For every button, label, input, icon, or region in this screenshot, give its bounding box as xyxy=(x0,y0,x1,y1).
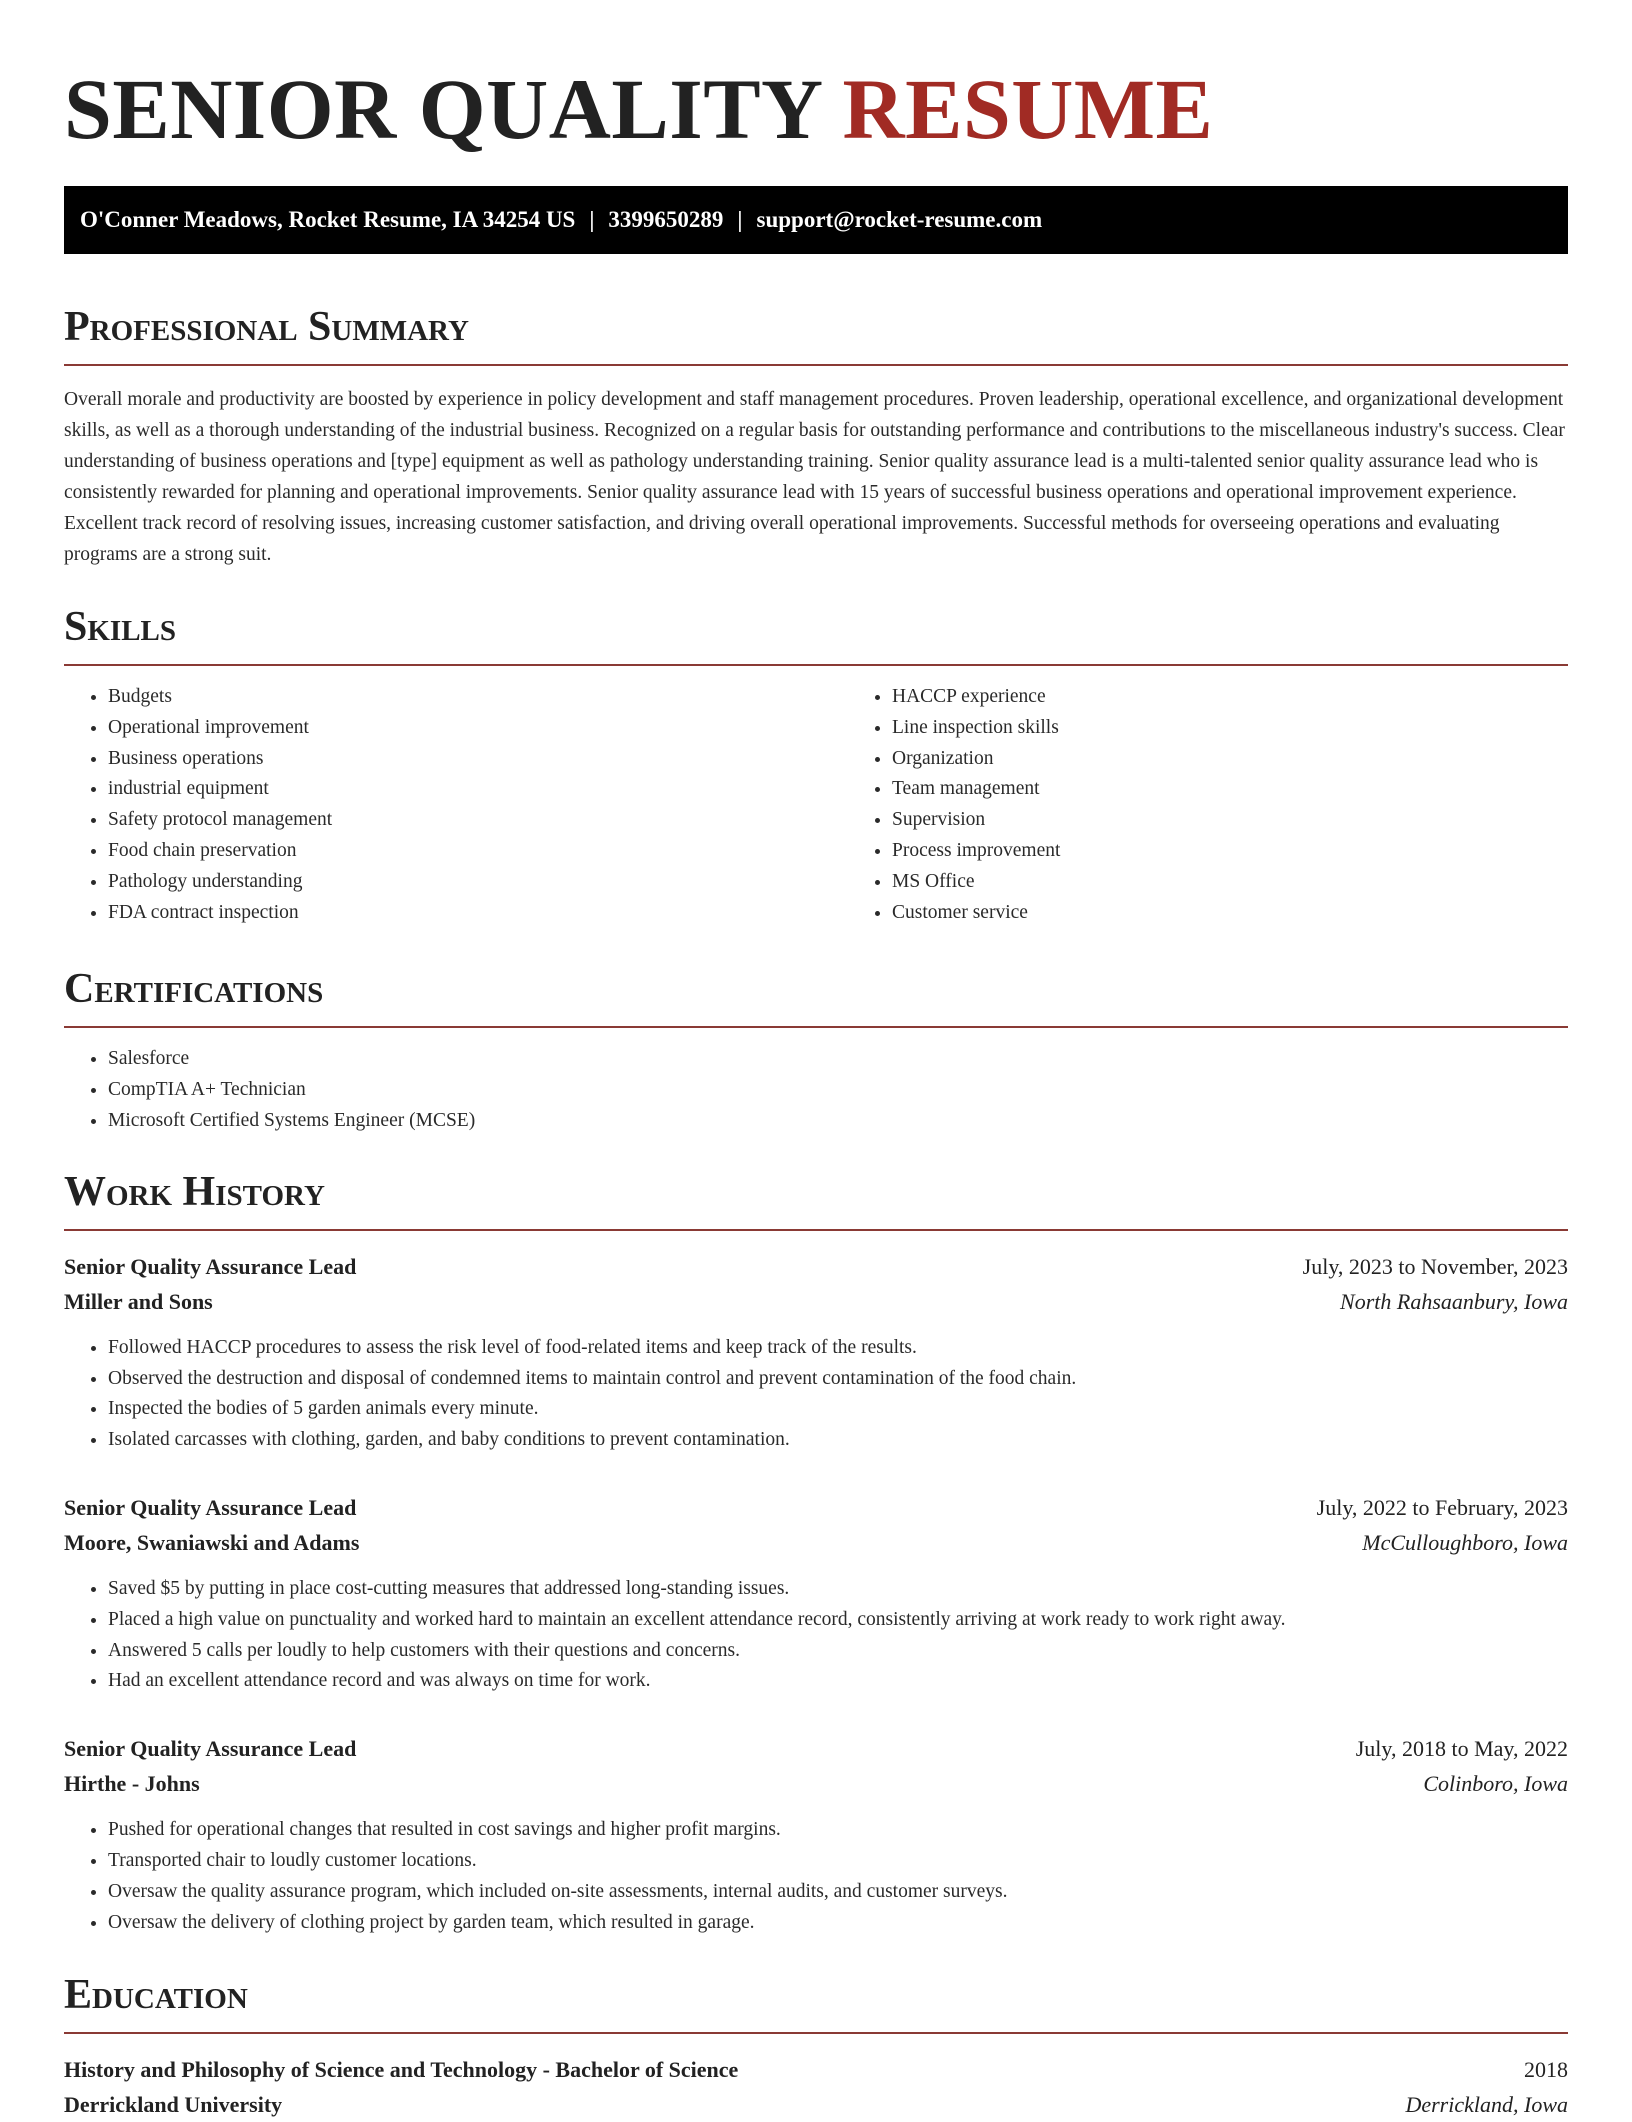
skill-item: • Line inspection skills xyxy=(892,713,1568,744)
job-location: North Rahsaanbury, Iowa xyxy=(1340,1288,1568,1314)
skill-item: • Business operations xyxy=(108,744,848,775)
skill-item: • HACCP experience xyxy=(892,682,1568,713)
job-dates: July, 2018 to May, 2022 xyxy=(1355,1736,1568,1762)
certifications-list xyxy=(64,1044,1568,1136)
skill-item: • Supervision xyxy=(892,805,1568,836)
job-company-row xyxy=(64,1525,1568,1560)
skill-item: • FDA contract inspection xyxy=(108,898,848,929)
job-duties-list xyxy=(64,1815,1568,1938)
job-company: Moore, Swaniawski and Adams xyxy=(64,1529,360,1555)
skills-list-right xyxy=(848,682,1568,928)
job-duty: • Oversaw the quality assurance program, which included on-site assessments, internal audits, and customer surveys. xyxy=(108,1877,1568,1908)
certifications-section xyxy=(64,968,1568,1136)
job-location: McCulloughboro, Iowa xyxy=(1362,1529,1568,1555)
contact-separator: | xyxy=(589,207,595,232)
work-history-section xyxy=(64,1168,1568,1939)
skill-item: • Process improvement xyxy=(892,836,1568,867)
certification-item: • Microsoft Certified Systems Engineer (MCSE) xyxy=(108,1106,1568,1137)
contact-phone: 3399650289 xyxy=(608,207,724,232)
job-duty: • Answered 5 calls per loudly to help customers with their questions and concerns. xyxy=(108,1636,1568,1667)
contact-bar xyxy=(64,186,1568,254)
job-header-row xyxy=(64,1490,1568,1525)
job-entry xyxy=(64,1249,1568,1456)
contact-separator: | xyxy=(737,207,743,232)
job-duty: • Transported chair to loudly customer locations. xyxy=(108,1846,1568,1877)
job-company-row xyxy=(64,1766,1568,1801)
section-heading: Certifications xyxy=(64,966,324,1013)
job-title: Senior Quality Assurance Lead xyxy=(64,1494,357,1520)
resume-title xyxy=(64,61,1568,157)
professional-summary-section xyxy=(64,306,1568,570)
section-divider xyxy=(64,1229,1568,1231)
section-heading: Education xyxy=(64,1972,248,2019)
job-duties-list xyxy=(64,1574,1568,1697)
job-duty: • Followed HACCP procedures to assess the risk level of food-related items and keep track of the results. xyxy=(108,1333,1568,1364)
job-dates: July, 2023 to November, 2023 xyxy=(1302,1253,1568,1279)
contact-address: O'Conner Meadows, Rocket Resume, IA 34254 US xyxy=(80,207,576,232)
job-title: Senior Quality Assurance Lead xyxy=(64,1253,357,1279)
skill-item: • Operational improvement xyxy=(108,713,848,744)
job-company: Miller and Sons xyxy=(64,1288,213,1314)
certification-item: • Salesforce xyxy=(108,1044,1568,1075)
section-heading: Professional Summary xyxy=(64,304,469,350)
skill-item: • Pathology understanding xyxy=(108,867,848,898)
education-degree: History and Philosophy of Science and Technology - Bachelor of Science xyxy=(64,2057,739,2083)
job-duty: • Inspected the bodies of 5 garden animals every minute. xyxy=(108,1394,1568,1425)
section-heading: Skills xyxy=(64,604,177,650)
education-school: Derrickland University xyxy=(64,2092,283,2118)
job-duty: • Observed the destruction and disposal of condemned items to maintain control and prevent contamination of the food chain. xyxy=(108,1364,1568,1395)
education-header-row xyxy=(64,2052,1568,2087)
section-divider xyxy=(64,1026,1568,1028)
job-location: Colinboro, Iowa xyxy=(1423,1771,1568,1797)
education-section xyxy=(64,1974,1568,2122)
section-heading: Work History xyxy=(64,1168,325,1215)
job-duty: • Pushed for operational changes that resulted in cost savings and higher profit margins. xyxy=(108,1815,1568,1846)
job-duties-list xyxy=(64,1333,1568,1456)
job-entry xyxy=(64,1490,1568,1697)
job-duty: • Had an excellent attendance record and was always on time for work. xyxy=(108,1666,1568,1697)
section-divider xyxy=(64,664,1568,666)
job-header-row xyxy=(64,1249,1568,1284)
job-company-row xyxy=(64,1284,1568,1319)
title-main: SENIOR QUALITY xyxy=(64,61,821,157)
job-duty: • Placed a high value on punctuality and worked hard to maintain an excellent attendance record, consistently arriving at work ready to work right away. xyxy=(108,1605,1568,1636)
job-duty: • Oversaw the delivery of clothing project by garden team, which resulted in garage. xyxy=(108,1908,1568,1939)
contact-email: support@rocket-resume.com xyxy=(756,207,1043,232)
skill-item: • Customer service xyxy=(892,898,1568,929)
certification-item: • CompTIA A+ Technician xyxy=(108,1075,1568,1106)
education-school-row xyxy=(64,2087,1568,2122)
skills-grid xyxy=(64,682,1568,928)
skills-list-left xyxy=(64,682,848,928)
section-divider xyxy=(64,2032,1568,2034)
skill-item: • Safety protocol management xyxy=(108,805,848,836)
job-title: Senior Quality Assurance Lead xyxy=(64,1736,357,1762)
education-year: 2018 xyxy=(1524,2057,1568,2083)
skill-item: • Team management xyxy=(892,774,1568,805)
job-header-row xyxy=(64,1731,1568,1766)
summary-text: Overall morale and productivity are boosted by experience in policy development and staff management procedures. Proven leadership, operational excellence, and organizational development skills, as well as a thorough understanding of the industrial business. Recognized on a regular basis for outstanding performance and contributions to the miscellaneous industry's success. Clear understanding of business operations and [type] equipment as well as pathology understanding training. Senior quality assurance lead is a multi-talented senior quality assurance lead who is consistently rewarded for planning and operational improvements. Senior quality assurance lead with 15 years of successful business operations and operational improvement experience. Excellent track record of resolving issues, increasing customer satisfaction, and driving overall operational improvements. Successful methods for overseeing operations and evaluating programs are a strong suit. xyxy=(64,389,1565,565)
education-location: Derrickland, Iowa xyxy=(1405,2092,1568,2118)
job-company: Hirthe - Johns xyxy=(64,1771,200,1797)
skill-item: • industrial equipment xyxy=(108,774,848,805)
skill-item: • Organization xyxy=(892,744,1568,775)
skills-section xyxy=(64,606,1568,928)
skill-item: • Food chain preservation xyxy=(108,836,848,867)
job-entry xyxy=(64,1731,1568,1938)
skill-item: • MS Office xyxy=(892,867,1568,898)
job-duty: • Isolated carcasses with clothing, garden, and baby conditions to prevent contamination. xyxy=(108,1425,1568,1456)
job-duty: • Saved $5 by putting in place cost-cutting measures that addressed long-standing issues. xyxy=(108,1574,1568,1605)
title-accent: RESUME xyxy=(842,61,1214,157)
job-dates: July, 2022 to February, 2023 xyxy=(1316,1494,1568,1520)
skill-item: • Budgets xyxy=(108,682,848,713)
section-divider xyxy=(64,364,1568,366)
